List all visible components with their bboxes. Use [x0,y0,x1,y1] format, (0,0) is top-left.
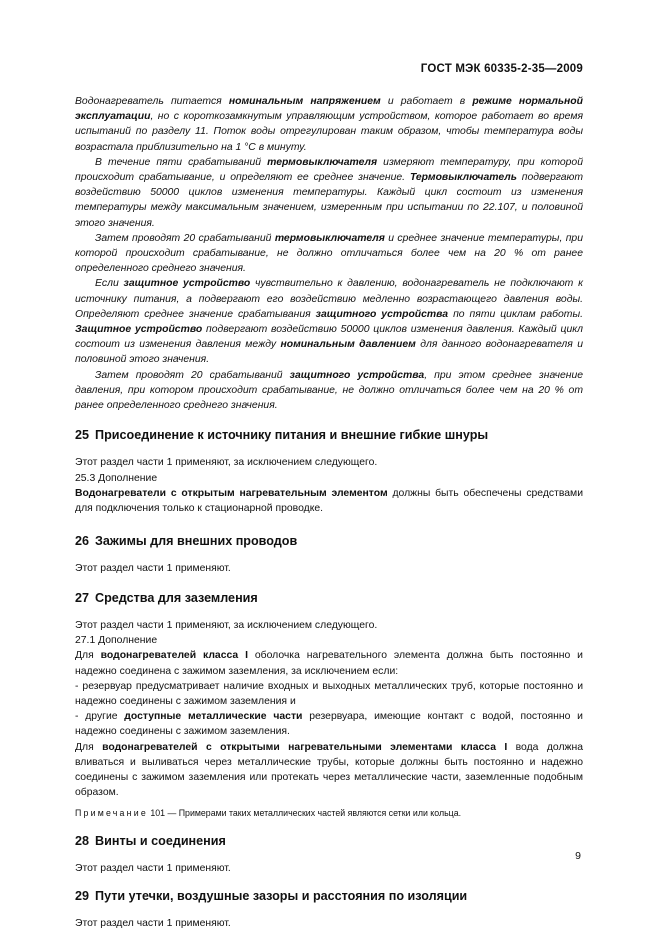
section-28-heading: 28 Винты и соединения [75,833,226,848]
section-27-applies: Этот раздел части 1 применяют, за исключением следующего. [75,619,378,631]
term: доступные металлические части [124,711,303,723]
term: водонагревателей с открытыми нагревательными элементами класса I [102,741,508,753]
term: Защитное устройство [75,324,203,336]
section-27-heading: 27 Средства для заземления [75,590,258,605]
term: термовыключателя [274,232,385,244]
term: Термовыключатель [409,172,517,184]
italic-paragraph-2: В течение пяти срабатываний термовыключателя измеряют температуру, при которой происходит срабатывание, и определяют ее среднее значение. Термовыключатель подвергают воздействию 50000 циклов изменения температуры. Каждый цикл состоит из изменения температуры между максимальным значением, измеренным при испытании по 22.107, и половиной этого значения. [75,156,583,229]
page-number: 9 [575,850,581,862]
section-27-subclause: 27.1 Дополнение [75,635,158,647]
document-header: ГОСТ МЭК 60335-2-35—2009 [420,63,583,75]
section-26-applies: Этот раздел части 1 применяют. [75,563,231,575]
term: защитное устройство [123,278,251,290]
term: защитного устройства [315,308,449,320]
section-25-subclause: 25.3 Дополнение [75,472,158,484]
page-content [75,94,583,931]
section-29-heading: 29 Пути утечки, воздушные зазоры и расстояния по изоляции [75,888,468,903]
note-label: Примечание [75,808,148,819]
term: режиме нормальной эксплуатации [75,96,583,123]
section-25-text: Водонагреватели с открытым нагревательным элементом должны быть обеспечены средствами для подключения только к стационарной проводке. [75,487,583,515]
section-25-applies: Этот раздел части 1 применяют, за исключением следующего. [75,457,378,469]
section-27-paragraph-1: Для водонагревателей класса I оболочка нагревательного элемента должна быть постоянно и надежно соединена с зажимом заземления, за исключением если: [75,650,583,677]
section-27-paragraph-2: Для водонагревателей с открытыми нагревательными элементами класса I вода должна вливаться и выливаться через металлические трубы, которые должны быть постоянно и надежно соединены с зажимом заземления или протекать через металлические части, заземленные подобным образом. [75,741,583,799]
italic-paragraph-3: Затем проводят 20 срабатываний термовыключателя и среднее значение температуры, при которой происходит срабатывание, не должно отличаться более чем на 20 % от ранее определенного среднего значения. [75,232,583,275]
section-27-list-item-2: - другие доступные металлические части резервуара, имеющие контакт с водой, постоянно и надежно соединены с зажимом заземления. [75,711,583,738]
italic-paragraph-1: Водонагреватель питается номинальным напряжением и работает в режиме нормальной эксплуатации, но с короткозамкнутым управляющим устройством, которое работает во время испытаний по разделу 11. Поток воды отрегулирован таким образом, чтобы температура воды возрастала приблизительно на 1 °С в минуту. [75,96,583,153]
term: Водонагреватели с открытым нагревательным элементом [75,487,388,499]
term: термовыключателя [267,156,378,168]
section-27-list-item-1: - резервуар предусматривает наличие входных и выходных металлических труб, которые постоянно и надежно соединены с зажимом заземления и [75,680,583,707]
italic-paragraph-5: Затем проводят 20 срабатываний защитного устройства, при этом среднее значение давления, при котором происходит срабатывание, не должно отличаться более чем на 20 % от ранее определенного среднего значения. [75,369,583,412]
section-28-applies: Этот раздел части 1 применяют. [75,862,231,874]
term: номинальным давлением [280,339,416,351]
section-29-applies: Этот раздел части 1 применяют. [75,918,231,930]
term: номинальным напряжением [228,96,381,107]
term: защитного устройства [289,369,425,381]
section-27-note: Примечание 101 — Примерами таких металлических частей являются сетки или кольца. [75,808,462,819]
term: водонагревателей класса I [100,650,248,662]
section-25-heading: 25 Присоединение к источнику питания и внешние гибкие шнуры [75,428,489,443]
section-26-heading: 26 Зажимы для внешних проводов [75,534,298,549]
italic-paragraph-4: Если защитное устройство чувствительно к давлению, водонагреватель не подключают к источнику питания, а подвергают его воздействию медленно возрастающего давления воды. Определяют среднее значение срабатывания защитного устройства по пяти циклам работы. Защитное устройство подвергают воздействию 50000 циклов изменения давления. Каждый цикл состоит из изменения давления между номинальным давлением для данного водонагревателя и половиной этого значения. [75,278,583,366]
